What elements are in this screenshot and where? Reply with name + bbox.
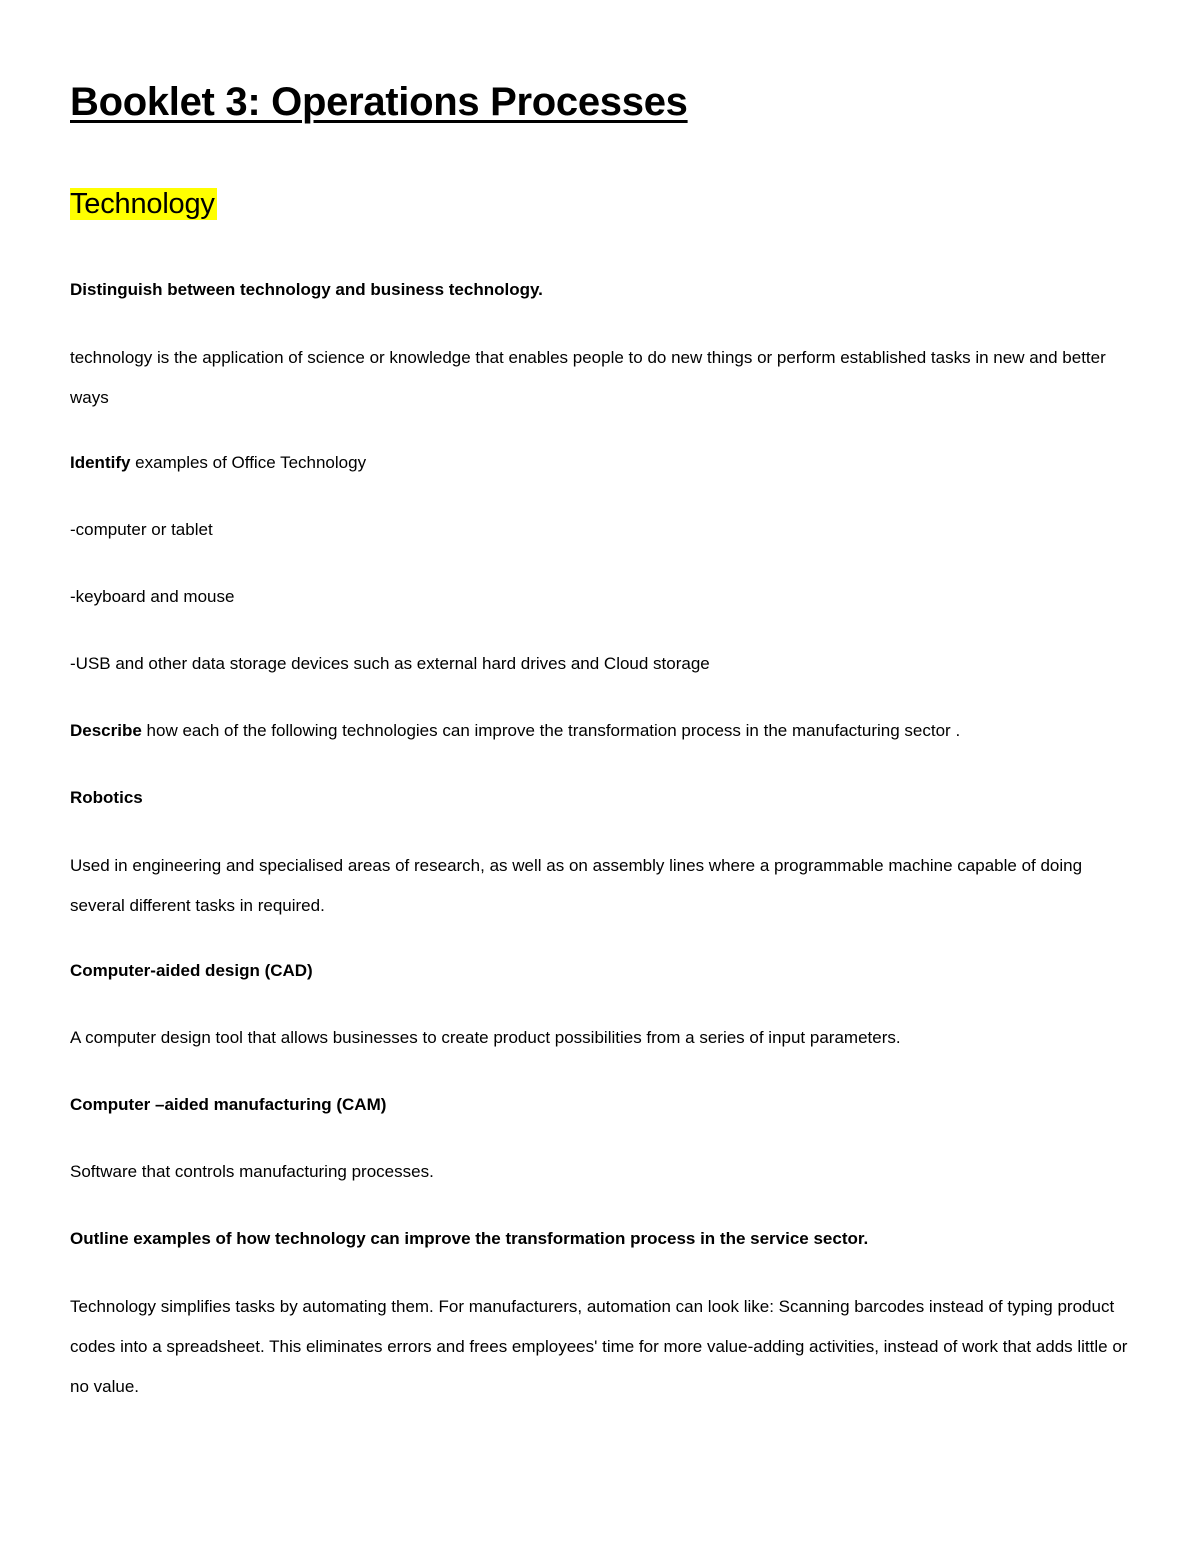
question-distinguish: Distinguish between technology and business technology. — [70, 280, 543, 299]
question-describe-text: how each of the following technologies can improve the transformation process in the manufacturing sector . — [141, 721, 961, 740]
subheading-cam: Computer –aided manufacturing (CAM) — [70, 1095, 387, 1114]
question-identify — [70, 451, 366, 475]
answer-service-sector: Technology simplifies tasks by automating them. For manufacturers, automation can look like: Scanning barcodes instead of typing product codes into a spreadsheet. This eliminates errors and frees employees' time for more value-adding activities, instead of work that adds little or no value. — [70, 1297, 1128, 1396]
list-item: -keyboard and mouse — [70, 587, 235, 606]
question-describe — [70, 719, 960, 743]
answer-robotics: Used in engineering and specialised areas of research, as well as on assembly lines where a programmable machine capable of doing several different tasks in required. — [70, 856, 1083, 915]
section-heading-wrap — [70, 184, 217, 228]
question-identify-text: examples of Office Technology — [130, 453, 367, 472]
answer-cad: A computer design tool that allows businesses to create product possibilities from a series of input parameters. — [70, 1028, 901, 1047]
keyword-identify: Identify — [70, 453, 131, 472]
keyword-describe: Describe — [70, 721, 142, 740]
list-item: -USB and other data storage devices such as external hard drives and Cloud storage — [70, 654, 710, 673]
answer-technology-definition: technology is the application of science or knowledge that enables people to do new things or perform established tasks in new and better ways — [70, 348, 1106, 407]
subheading-cad: Computer-aided design (CAD) — [70, 961, 313, 980]
question-outline: Outline examples of how technology can improve the transformation process in the service sector. — [70, 1229, 869, 1248]
list-item: -computer or tablet — [70, 520, 213, 539]
document-title: Booklet 3: Operations Processes — [70, 80, 688, 124]
subheading-robotics: Robotics — [70, 788, 143, 807]
answer-cam: Software that controls manufacturing processes. — [70, 1162, 434, 1181]
section-heading-technology: Technology — [70, 188, 215, 220]
